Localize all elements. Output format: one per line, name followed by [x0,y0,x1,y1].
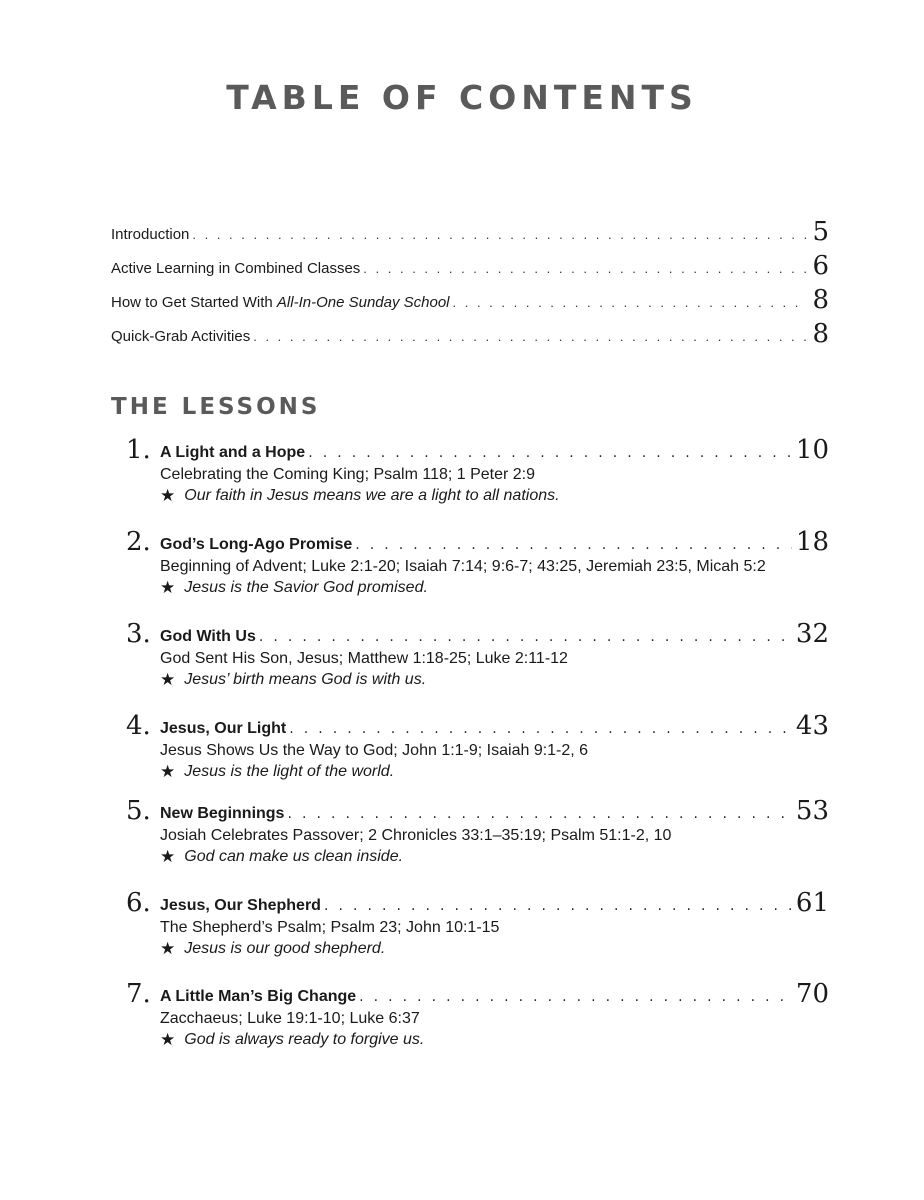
star-icon: ★ [160,670,176,689]
dot-leader [253,329,808,348]
dot-leader [453,295,809,314]
front-matter-list [111,212,829,348]
lesson-point-text: God is always ready to forgive us. [184,1031,425,1048]
star-icon: ★ [160,578,176,597]
toc-entry-label: How to Get Started With All-In-One Sunday School [111,294,450,311]
lesson-key-point [160,938,829,959]
lesson-entry-2[interactable] [126,528,829,598]
lesson-point-text: Jesus is the light of the world. [184,763,395,780]
lesson-entry-6[interactable] [126,889,829,959]
lesson-entry-1[interactable] [126,436,829,506]
lesson-entry-7[interactable] [126,980,829,1050]
toc-entry-label: Quick-Grab Activities [111,328,251,345]
lesson-point-text: Jesus is our good shepherd. [184,940,386,957]
toc-entry-quick-grab[interactable] [111,314,829,348]
lesson-reference: God Sent His Son, Jesus; Matthew 1:18-25; Luke 2:11-12 [160,650,568,667]
toc-entry-label: Active Learning in Combined Classes [111,260,361,277]
lesson-key-point [160,669,829,690]
toc-entry-label: Introduction [111,226,190,243]
star-icon: ★ [160,939,176,958]
lesson-entry-3[interactable] [126,620,829,690]
lesson-title: A Little Man’s Big Change [160,988,357,1005]
lesson-title: God With Us [160,628,256,645]
lesson-entry-4[interactable] [126,712,829,782]
dot-leader [308,445,792,464]
star-icon: ★ [160,847,176,866]
dot-leader [287,806,791,825]
toc-entry-active-learning[interactable] [111,246,829,280]
lesson-title: A Light and a Hope [160,444,306,461]
lesson-page-number: 53 [795,796,829,826]
dot-leader [363,261,808,280]
toc-page-number: 8 [812,285,829,315]
lesson-reference: Zacchaeus; Luke 19:1-10; Luke 6:37 [160,1010,420,1027]
lesson-title: Jesus, Our Light [160,720,287,737]
lessons-heading: THE LESSONS [111,394,321,420]
lesson-point-text: Jesus’ birth means God is with us. [184,671,427,688]
lesson-number: 5. [126,796,151,826]
lesson-title: New Beginnings [160,805,285,822]
lesson-title: Jesus, Our Shepherd [160,897,321,914]
lesson-number: 3. [126,619,151,649]
lesson-point-text: Our faith in Jesus means we are a light to all nations. [184,487,560,504]
lesson-entry-5[interactable] [126,797,829,867]
lesson-key-point [160,1029,829,1050]
dot-leader [355,537,792,556]
star-icon: ★ [160,1030,176,1049]
lesson-number: 2. [126,527,151,557]
lesson-page-number: 10 [795,435,829,465]
lesson-reference: The Shepherd’s Psalm; Psalm 23; John 10:1-15 [160,919,500,936]
lesson-page-number: 43 [795,711,829,741]
dot-leader [192,227,808,246]
lesson-number: 1. [126,435,151,465]
dot-leader [324,898,792,917]
lesson-reference: Josiah Celebrates Passover; 2 Chronicles 33:1–35:19; Psalm 51:1-2, 10 [160,827,672,844]
lesson-page-number: 70 [795,979,829,1009]
lesson-title: God’s Long-Ago Promise [160,536,353,553]
toc-entry-introduction[interactable] [111,212,829,246]
star-icon: ★ [160,486,176,505]
lesson-page-number: 32 [795,619,829,649]
lesson-number: 4. [126,711,151,741]
lesson-number: 6. [126,888,151,918]
dot-leader [259,629,792,648]
toc-page-number: 5 [812,217,829,247]
star-icon: ★ [160,762,176,781]
lesson-reference: Jesus Shows Us the Way to God; John 1:1-9; Isaiah 9:1-2, 6 [160,742,589,759]
lesson-page-number: 18 [795,527,829,557]
lesson-point-text: God can make us clean inside. [184,848,404,865]
dot-leader [289,721,792,740]
lesson-page-number: 61 [795,888,829,918]
lesson-reference: Beginning of Advent; Luke 2:1-20; Isaiah 7:14; 9:6-7; 43:25, Jeremiah 23:5, Micah 5:2 [160,558,766,575]
lesson-point-text: Jesus is the Savior God promised. [184,579,428,596]
toc-page-number: 6 [812,251,829,281]
lesson-number: 7. [126,979,151,1009]
toc-entry-how-to-get-started[interactable] [111,280,829,314]
dot-leader [359,989,792,1008]
lesson-key-point [160,577,829,598]
lesson-key-point [160,761,829,782]
lesson-key-point [160,485,829,506]
toc-page-number: 8 [812,319,829,349]
lesson-reference: Celebrating the Coming King; Psalm 118; 1 Peter 2:9 [160,466,536,483]
page-title: TABLE OF CONTENTS [226,78,698,117]
lesson-key-point [160,846,829,867]
